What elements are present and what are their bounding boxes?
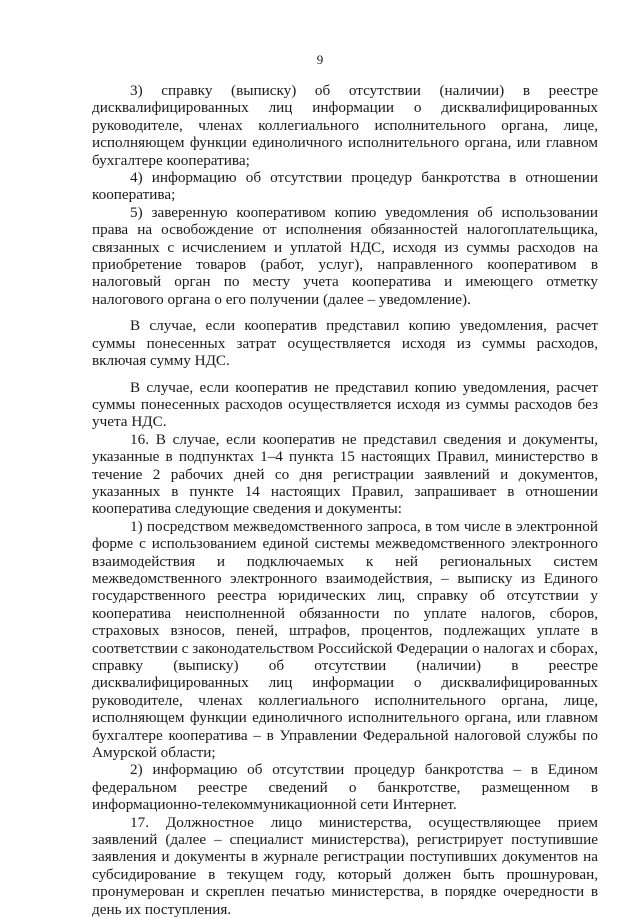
paragraph-section-17: 17. Должностное лицо министерства, осуществляющее прием заявлений (далее – специалист министерства), регистрирует поступившие заявления и документы в журнале регистрации поступивших документов на субсидирование в текущем году, который должен быть прошнурован, пронумерован и скреплен печатью министерства, в порядке очередности в день их поступления. xyxy=(92,813,598,918)
paragraph-item-5: 5) заверенную кооперативом копию уведомления об использовании права на освобождение от исполнения обязанностей налогоплательщика, связанных с исчислением и уплатой НДС, исходя из суммы расходов на приобретение товаров (работ, услуг), направленного кооперативом в налоговый орган по месту учета кооператива и имеющего отметку налогового органа о его получении (далее – уведомление). xyxy=(92,203,598,308)
page-number: 9 xyxy=(316,52,324,67)
paragraph-item-4: 4) информацию об отсутствии процедур банкротства в отношении кооператива; xyxy=(92,169,598,204)
paragraph-notification-submitted: В случае, если кооператив представил копию уведомления, расчет суммы понесенных затрат осуществляется исходя из суммы расходов, включая сумму НДС. xyxy=(92,317,598,370)
paragraph-section-16: 16. В случае, если кооператив не представил сведения и документы, указанные в подпунктах 1–4 пункта 15 настоящих Правил, министерство в течение 2 рабочих дней со дня регистрации заявлений и документов, указанных в пункте 14 настоящих Правил, запрашивает в отношении кооператива следующие сведения и документы: xyxy=(92,430,598,518)
paragraph-item-16-2: 2) информацию об отсутствии процедур банкротства – в Едином федеральном реестре сведений о банкротстве, размещенном в информационно-телекоммуникационной сети Интернет. xyxy=(92,761,598,814)
paragraph-item-3: 3) справку (выписку) об отсутствии (наличии) в реестре дисквалифицированных лиц информации о дисквалифицированных руководителе, членах коллегиального исполнительного органа, лице, исполняющем функции единоличного исполнительного органа, или главном бухгалтере кооператива; xyxy=(92,82,598,169)
paragraph-item-16-1: 1) посредством межведомственного запроса, в том числе в электронной форме с использованием единой системы межведомственного электронного взаимодействия и подключаемых к ней региональных систем межведомственного электронного взаимодействия, – выписку из Единого государственного реестра юридических лиц, справку об отсутствии у кооператива неисполненной обязанности по уплате налогов, сборов, страховых взносов, пеней, штрафов, процентов, подлежащих уплате в соответствии с законодательством Российской Федерации о налогах и сборах, справку (выписку) об отсутствии (наличии) в реестре дисквалифицированных лиц информации о дисквалифицированных руководителе, членах коллегиального исполнительного органа, лице, исполняющем функции единоличного исполнительного органа, или главном бухгалтере кооператива – в Управлении Федеральной налоговой службы по Амурской области; xyxy=(92,517,598,762)
paragraph-notification-not-submitted: В случае, если кооператив не представил копию уведомления, расчет суммы понесенных расходов осуществляется исходя из суммы расходов без учета НДС. xyxy=(92,378,598,431)
body-text xyxy=(92,82,598,918)
